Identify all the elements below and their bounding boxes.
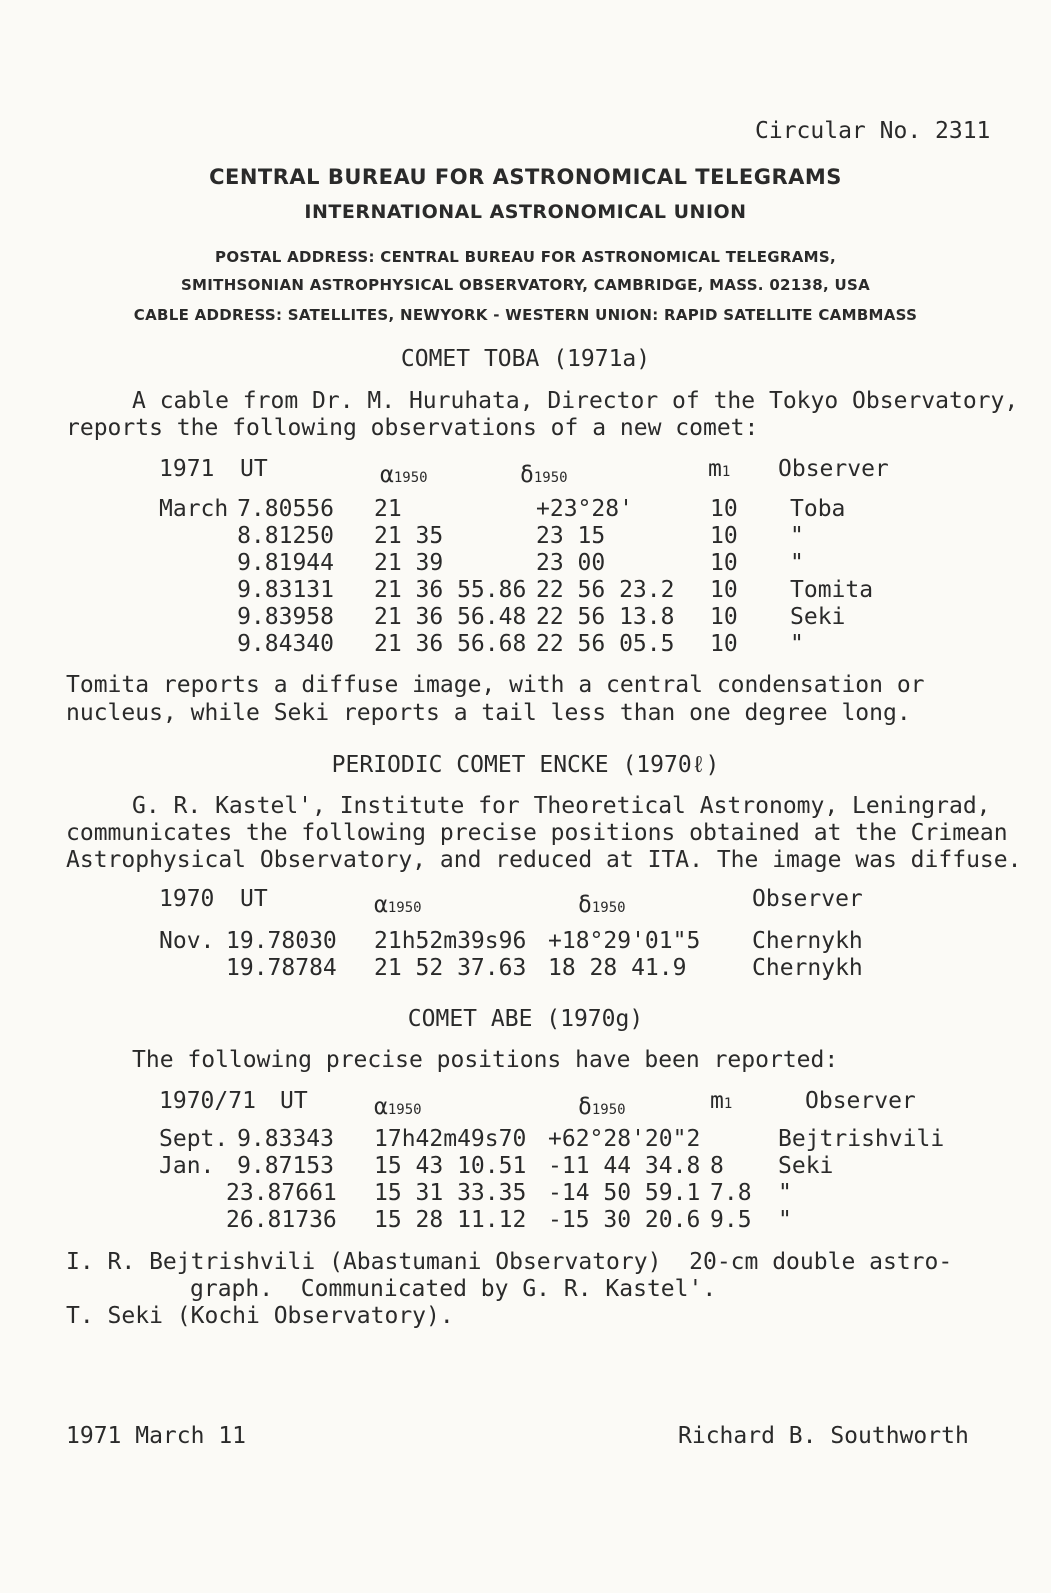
year-header: 1970 xyxy=(159,886,215,912)
table-row xyxy=(0,1126,1051,1154)
ra-cell: 21h52m39s96 xyxy=(374,928,527,954)
delta-epoch: 1950 xyxy=(591,1102,626,1118)
table-row xyxy=(0,631,1051,659)
observer-header: Observer xyxy=(805,1088,916,1114)
toba-title: COMET TOBA (1971a) xyxy=(400,346,651,372)
dec-cell: 22 56 23.2 xyxy=(536,577,675,603)
ra-cell: 17h42m49s70 xyxy=(374,1126,527,1152)
month-cell: Jan. xyxy=(159,1153,215,1179)
alpha-header: α xyxy=(374,1094,388,1120)
observer-cell: Toba xyxy=(790,496,846,522)
observer-cell: " xyxy=(790,631,804,657)
alpha-epoch: 1950 xyxy=(387,1102,422,1118)
footer-date: 1971 March 11 xyxy=(66,1423,247,1449)
date-cell: 19.78030 xyxy=(226,928,337,954)
date-cell: 9.87153 xyxy=(237,1153,334,1179)
ra-cell: 21 52 37.63 xyxy=(374,955,527,981)
month-cell: Sept. xyxy=(159,1126,229,1152)
footer-signature: Richard B. Southworth xyxy=(678,1423,969,1449)
circular-number: Circular No. 2311 xyxy=(755,118,991,144)
mag-cell: 10 xyxy=(710,523,738,549)
mag-cell: 9.5 xyxy=(710,1207,752,1233)
table-row xyxy=(0,523,1051,551)
ra-cell: 21 36 55.86 xyxy=(374,577,527,603)
observer-cell: " xyxy=(778,1180,792,1206)
mag-header: m xyxy=(710,1088,724,1114)
bureau-heading: CENTRAL BUREAU FOR ASTRONOMICAL TELEGRAMS xyxy=(209,165,842,189)
year-header: 1970/71 xyxy=(159,1088,256,1114)
table-row xyxy=(0,1207,1051,1235)
ut-header: UT xyxy=(240,886,268,912)
toba-note-1: Tomita reports a diffuse image, with a central condensation or xyxy=(66,672,925,698)
date-cell: 9.84340 xyxy=(237,631,334,657)
table-row xyxy=(0,550,1051,578)
observer-cell: Seki xyxy=(778,1153,834,1179)
delta-epoch: 1950 xyxy=(591,900,626,916)
date-cell: 9.81944 xyxy=(237,550,334,576)
alpha-epoch: 1950 xyxy=(393,470,428,486)
ut-header: UT xyxy=(240,456,268,482)
delta-header: δ xyxy=(578,892,592,918)
observer-cell: " xyxy=(790,523,804,549)
abe-table-header xyxy=(0,1088,1051,1120)
mag-cell: 10 xyxy=(710,631,738,657)
ra-cell: 15 28 11.12 xyxy=(374,1207,527,1233)
month-cell: Nov. xyxy=(159,928,215,954)
mag-header: m xyxy=(708,456,722,482)
encke-title: PERIODIC COMET ENCKE (1970ℓ) xyxy=(331,752,720,778)
month-cell: March xyxy=(159,496,229,522)
dec-cell: +62°28'20"2 xyxy=(548,1126,701,1152)
table-row xyxy=(0,955,1051,983)
observer-cell: Tomita xyxy=(790,577,874,603)
ra-cell: 15 31 33.35 xyxy=(374,1180,527,1206)
encke-table-header xyxy=(0,886,1051,918)
ra-cell: 21 35 xyxy=(374,523,444,549)
dec-cell: +23°28' xyxy=(536,496,633,522)
dec-cell: 22 56 05.5 xyxy=(536,631,675,657)
alpha-header: α xyxy=(374,892,388,918)
date-cell: 8.81250 xyxy=(237,523,334,549)
date-cell: 23.87661 xyxy=(226,1180,337,1206)
encke-para-3: Astrophysical Observatory, and reduced at ITA. The image was diffuse. xyxy=(66,847,1022,873)
toba-note-2: nucleus, while Seki reports a tail less than one degree long. xyxy=(66,700,911,726)
ra-cell: 15 43 10.51 xyxy=(374,1153,527,1179)
ra-cell: 21 36 56.68 xyxy=(374,631,527,657)
delta-epoch: 1950 xyxy=(533,470,568,486)
observer-cell: Chernykh xyxy=(752,928,863,954)
encke-para-2: communicates the following precise positions obtained at the Crimean xyxy=(66,820,1008,846)
mag-subscript: 1 xyxy=(723,1096,733,1112)
encke-para-1: G. R. Kastel', Institute for Theoretical Astronomy, Leningrad, xyxy=(132,793,991,819)
mag-cell: 8 xyxy=(710,1153,724,1179)
date-cell: 7.80556 xyxy=(237,496,334,522)
ra-cell: 21 xyxy=(374,496,402,522)
abe-intro: The following precise positions have been reported: xyxy=(132,1047,839,1073)
date-cell: 26.81736 xyxy=(226,1207,337,1233)
date-cell: 9.83131 xyxy=(237,577,334,603)
dec-cell: 18 28 41.9 xyxy=(548,955,687,981)
cable-address: CABLE ADDRESS: SATELLITES, NEWYORK - WESTERN UNION: RAPID SATELLITE CAMBMASS xyxy=(133,306,918,324)
table-row xyxy=(0,928,1051,956)
observer-header: Observer xyxy=(752,886,863,912)
table-row xyxy=(0,496,1051,524)
union-heading: INTERNATIONAL ASTRONOMICAL UNION xyxy=(304,201,747,223)
mag-subscript: 1 xyxy=(721,464,731,480)
postal-address-2: SMITHSONIAN ASTROPHYSICAL OBSERVATORY, CAMBRIDGE, MASS. 02138, USA xyxy=(180,276,871,294)
mag-cell: 10 xyxy=(710,550,738,576)
dec-cell: 23 15 xyxy=(536,523,606,549)
dec-cell: -14 50 59.1 xyxy=(548,1180,701,1206)
table-row xyxy=(0,1180,1051,1208)
abe-note-2: graph. Communicated by G. R. Kastel'. xyxy=(190,1276,717,1302)
alpha-header: α xyxy=(380,462,394,488)
abe-title: COMET ABE (1970g) xyxy=(407,1006,644,1032)
date-cell: 19.78784 xyxy=(226,955,337,981)
table-row xyxy=(0,577,1051,605)
date-cell: 9.83343 xyxy=(237,1126,334,1152)
delta-header: δ xyxy=(520,462,534,488)
ra-cell: 21 39 xyxy=(374,550,444,576)
postal-address: POSTAL ADDRESS: CENTRAL BUREAU FOR ASTRONOMICAL TELEGRAMS, xyxy=(215,248,836,266)
mag-cell: 10 xyxy=(710,496,738,522)
toba-table-header xyxy=(0,456,1051,488)
dec-cell: 22 56 13.8 xyxy=(536,604,675,630)
ut-header: UT xyxy=(280,1088,308,1114)
observer-cell: Bejtrishvili xyxy=(778,1126,945,1152)
mag-cell: 7.8 xyxy=(710,1180,752,1206)
dec-cell: -15 30 20.6 xyxy=(548,1207,701,1233)
table-row xyxy=(0,604,1051,632)
year-header: 1971 xyxy=(159,456,215,482)
observer-cell: Chernykh xyxy=(752,955,863,981)
delta-header: δ xyxy=(578,1094,592,1120)
observer-cell: " xyxy=(790,550,804,576)
observer-cell: " xyxy=(778,1207,792,1233)
observer-cell: Seki xyxy=(790,604,846,630)
toba-intro-1: A cable from Dr. M. Huruhata, Director of the Tokyo Observatory, xyxy=(132,388,1019,414)
abe-note-1: I. R. Bejtrishvili (Abastumani Observatory) 20-cm double astro- xyxy=(66,1249,953,1275)
dec-cell: 23 00 xyxy=(536,550,606,576)
abe-note-3: T. Seki (Kochi Observatory). xyxy=(66,1303,454,1329)
dec-cell: -11 44 34.8 xyxy=(548,1153,701,1179)
toba-intro-2: reports the following observations of a new comet: xyxy=(66,415,759,441)
dec-cell: +18°29'01"5 xyxy=(548,928,701,954)
observer-header: Observer xyxy=(778,456,889,482)
alpha-epoch: 1950 xyxy=(387,900,422,916)
mag-cell: 10 xyxy=(710,604,738,630)
ra-cell: 21 36 56.48 xyxy=(374,604,527,630)
table-row xyxy=(0,1153,1051,1181)
mag-cell: 10 xyxy=(710,577,738,603)
date-cell: 9.83958 xyxy=(237,604,334,630)
